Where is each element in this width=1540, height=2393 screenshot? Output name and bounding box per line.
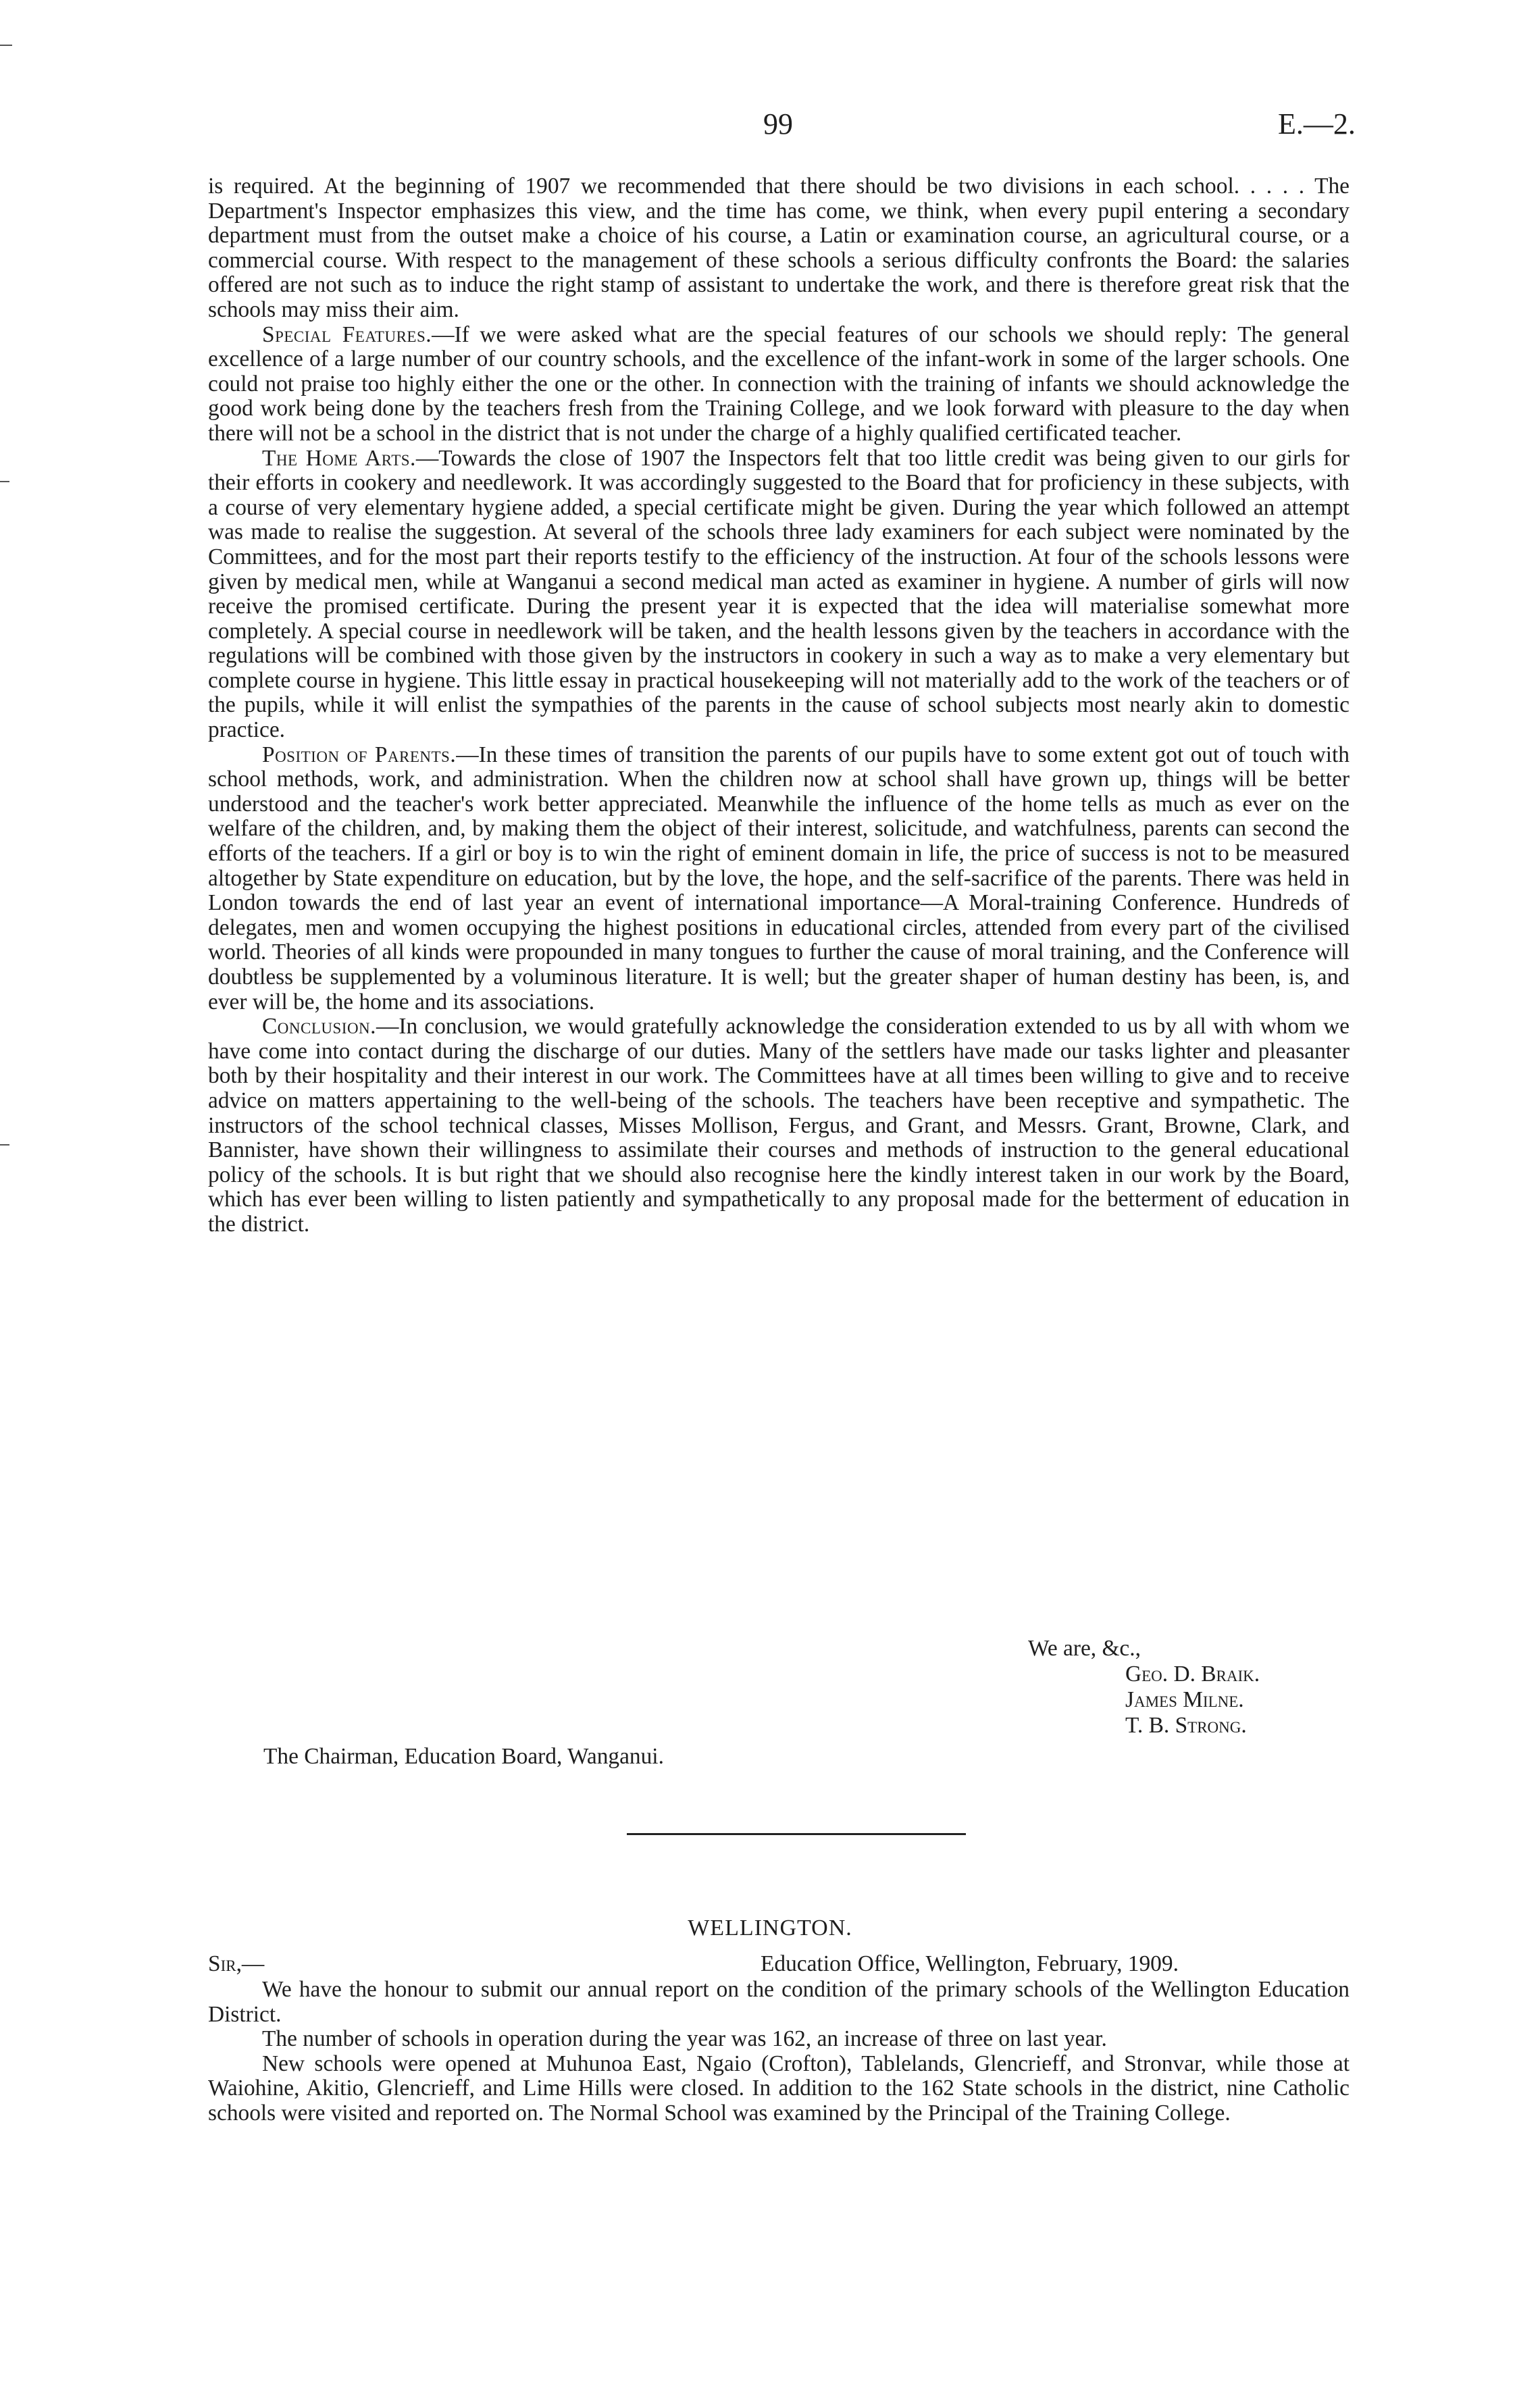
margin-mark <box>0 481 9 482</box>
margin-mark <box>0 1144 9 1146</box>
special-features-paragraph <box>208 323 1350 446</box>
closing-line: We are, &c., <box>1028 1636 1141 1661</box>
letter-paragraph: New schools were opened at Muhunoa East, Ngaio (Crofton), Tablelands, Glencrieff, and Stronvar, while those at Waiohine, Akitio, Glencrieff, and Lime Hills were closed. In addition to the 162 State schools in the district, nine Catholic schools were visited and reported on. The Normal School was examined by the Principal of the Training College. <box>208 2051 1350 2126</box>
section-divider <box>627 1833 966 1835</box>
signatory-name: T. B. Strong. <box>1125 1713 1247 1738</box>
signatory-name: Geo. D. Braik. <box>1125 1662 1260 1687</box>
paragraph-text: —In conclusion, we would gratefully acknowledge the consideration extended to us by all with whom we have come into contact during the discharge of our duties. Many of the settlers have made our tasks lighter and pleasanter both by their hospitality and their interest in our work. The Committees have at all times been willing to give and to receive advice on matters appertaining to the well-being of the schools. The teachers have been receptive and sympathetic. The instructors of the school technical classes, Misses Mollison, Fergus, and Grant, and Messrs. Grant, Browne, Clark, and Bannister, have shown their willingness to assimilate their courses and methods of instruction to the general educational policy of the schools. It is but right that we should also recognise here the kindly interest taken in our work by the Board, which has ever been willing to listen patiently and sympathetically to any proposal made for the betterment of education in the district. <box>208 1014 1350 1237</box>
report-body <box>208 174 1350 1237</box>
section-heading: Position of Parents. <box>262 742 457 767</box>
section-heading: Conclusion. <box>262 1014 377 1039</box>
conclusion-paragraph <box>208 1014 1350 1237</box>
letter-paragraph: The number of schools in operation during the year was 162, an increase of three on last year. <box>262 2026 1107 2052</box>
paragraph-text: —Towards the close of 1907 the Inspectors felt that too little credit was being given to our girls for their efforts in cookery and needlework. It was accordingly suggested to the Board that for proficiency in these subjects, with a course of very elementary hygiene added, a special certificate might be given. During the year which followed an attempt was made to realise the suggestion. At several of the schools three lady examiners for each subject were nominated by the Committees, and for the most part their reports testify to the efficiency of the instruction. At four of the schools lessons were given by medical men, while at Wanganui a second medical man acted as examiner in hygiene. A number of girls will now receive the promised certificate. During the present year it is expected that the idea will materialise somewhat more completely. A special course in needlework will be taken, and the health lessons given by the teachers in accordance with the regulations will be combined with those given by the instructors in cookery in such a way as to make a very elementary but complete course in hygiene. This little essay in practical housekeeping will not materially add to the work of the teachers or of the pupils, while it will enlist the sympathies of the parents in the cause of school subjects most nearly akin to domestic practice. <box>208 445 1350 743</box>
home-arts-paragraph <box>208 446 1350 743</box>
signatory-name: James Milne. <box>1125 1687 1244 1712</box>
page-number: 99 <box>763 107 793 140</box>
position-of-parents-paragraph <box>208 743 1350 1015</box>
opening-paragraph: is required. At the beginning of 1907 we recommended that there should be two divisions in each school. . . . . The Department's Inspector emphasizes this view, and the time has come, we think, when every pupil entering a secondary department must from the outset make a choice of his course, a Latin or examination course, an agricultural course, or a commercial course. With respect to the management of these schools a serious difficulty confronts the Board: the salaries offered are not such as to induce the right stamp of assistant to undertake the work, and there is therefore great risk that the schools may miss their aim. <box>208 174 1350 322</box>
paragraph-text: —If we were asked what are the special features of our schools we should reply: The general excellence of a large number of our country schools, and the excellence of the infant-work in some of the larger schools. One could not praise too highly either the one or the other. In connection with the training of infants we should acknowledge the good work being done by the teachers fresh from the Training College, and we look forward with pleasure to the day when there will not be a school in the district that is not under the charge of a highly qualified certificated teacher. <box>208 321 1350 446</box>
letter-paragraph: We have the honour to submit our annual report on the condition of the primary schools of the Wellington Education District. <box>208 1977 1350 2027</box>
signature-block <box>1028 1636 1260 1739</box>
wellington-letter <box>208 1952 1350 2126</box>
section-heading: The Home Arts. <box>262 445 416 471</box>
margin-mark <box>0 45 12 46</box>
salutation-row <box>208 1952 1350 1978</box>
addressee: The Chairman, Education Board, Wanganui. <box>263 1744 664 1769</box>
document-reference: E.—2. <box>1278 107 1356 140</box>
paragraph-text: —In these times of transition the parents of our pupils have to some extent got out of touch with school methods, work, and administration. When the children now at school shall have grown up, things will be better understood and the teacher's work better appreciated. Meanwhile the influence of the home tells as much as ever on the welfare of the children, and, by making them the object of their interest, solicitude, and watchfulness, parents can second the efforts of the teachers. If a girl or boy is to win the right of eminent domain in life, the price of success is not to be measured altogether by State expenditure on education, but by the love, the hope, and the self-sacrifice of the parents. There was held in London towards the end of last year an event of international importance—A Moral-training Conference. Hundreds of delegates, men and women occupying the highest positions in educational circles, attended from every part of the civilised world. Theories of all kinds were propounded in many tongues to further the cause of moral training, and the Conference will doubtless be supplemented by a voluminous literature. It is well; but the greater shaper of human destiny has been, is, and ever will be, the home and its associations. <box>208 742 1350 1014</box>
section-title: WELLINGTON. <box>688 1915 852 1940</box>
salutation: Sir,— <box>208 1951 265 1976</box>
section-heading: Special Features. <box>262 321 432 347</box>
dateline: Education Office, Wellington, February, 1909. <box>761 1951 1179 1976</box>
